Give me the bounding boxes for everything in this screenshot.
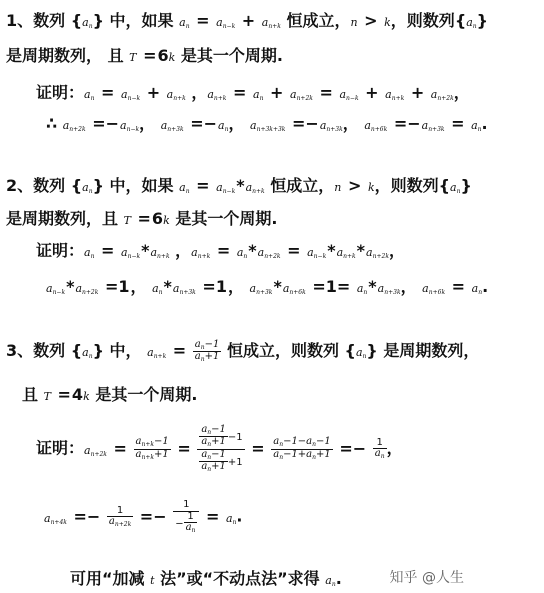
section3-fraction: $\frac{a_n-1}{a_n+1}$ [194, 338, 220, 363]
section2-derivation: $a_{n-k}*a_{n+2k} =1$， $a_n*a_{n+3k} =1$， $a_{n+3k}*a_{n+6k} =1= a_n*a_{n+3k}$， $a_{n+6k} = a_n$. [46, 277, 489, 296]
watermark: 知乎 @人生 [389, 570, 464, 586]
section2-proof: 证明：$a_n = a_{n-k}*a_{n+k}$ ，$a_{n+k} = a_n*a_{n+2k} = a_{n-k}*a_{n+k}*a_{n+2k}$， [36, 241, 405, 260]
section2-statement: 2、数列 $\{a_n\}$ 中，如果 $a_n = a_{n-k}*a_{n+k}$ 恒成立，n > k，则数列$\{a_n\}$ [6, 176, 472, 195]
section3-derivation: $a_{n+4k}$ =− $\frac{1}{a_{n+2k}}$ =− 1 − $\frac{1}{a_n}$ = $a_n$. [44, 499, 243, 534]
section1-therefore: ∴ $a_{n+2k} =-a_{n-k}$， $a_{n+3k} =-a_n$， $a_{n+3k+3k} =-a_{n+3k}$， $a_{n+6k} =-a_{n+3k} = a_n$. [46, 114, 488, 133]
section2-period: 是周期数列，且 T =6k 是其一个周期. [6, 209, 278, 228]
footer-note: 可用“加减 t 法”或“不动点法”求得 $a_n$. [70, 569, 342, 588]
section1-statement: 1、数列 $\{a_n\}$ 中，如果 $a_n = a_{n-k} + a_{n+k}$ 恒成立，n > k，则数列$\{a_n\}$ [6, 11, 489, 30]
section3-proof: 证明：$a_{n+2k}$ = $\frac{a_{n+k}-1}{a_{n+k}+1}$ = $\frac{a_n-1}{a_n+1}$ −1 $\frac{a_n-1}{a_n+1}$ +1 = $\frac{a_n-1-a_n-1}{a_n-1+a_n+1}$ =− $\frac{1}{a_n}$ ， [36, 424, 403, 473]
section1-proof: 证明：$a_n = a_{n-k} + a_{n+k}$ ，$a_{n+k} = a_n + a_{n+2k} = a_{n-k} + a_{n+k} + a_{n+2k}$， [36, 83, 470, 102]
section3-statement: 3、数列 $\{a_n\}$ 中， $a_{n+k}$ = $\frac{a_n-1}{a_n+1}$ 恒成立，则数列 $\{a_n\}$ 是周期数列， [6, 338, 480, 363]
section1-period: 是周期数列， 且 T =6k 是其一个周期. [6, 46, 283, 65]
section3-period: 且 T =4k 是其一个周期. [22, 385, 198, 404]
